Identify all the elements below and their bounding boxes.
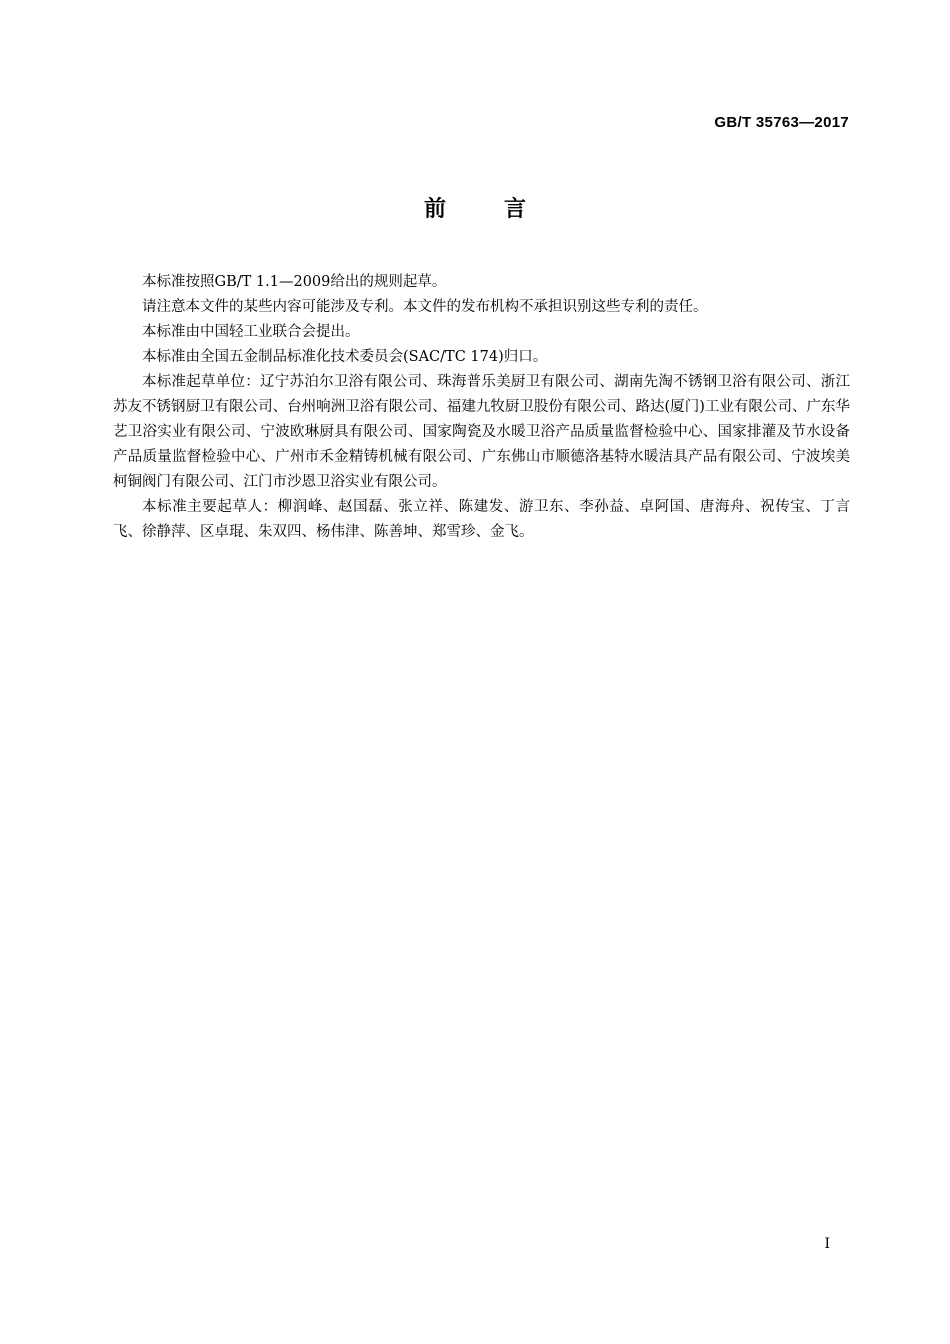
page-number: I <box>824 1236 830 1252</box>
paragraph-patent-notice: 请注意本文件的某些内容可能涉及专利。本文件的发布机构不承担识别这些专利的责任。 <box>142 299 708 315</box>
paragraph-drafting-rules: 本标准按照GB/T 1.1—2009给出的规则起草。 <box>142 274 447 290</box>
standard-code: GB/T 35763—2017 <box>714 114 849 131</box>
foreword-body <box>113 270 850 545</box>
paragraph-committee: 本标准由全国五金制品标准化技术委员会(SAC/TC 174)归口。 <box>142 349 548 365</box>
paragraph-main-drafters: 本标准主要起草人：柳润峰、赵国磊、张立祥、陈建发、游卫东、李孙益、卓阿国、唐海舟、祝传宝、丁言飞、徐静萍、区卓琨、朱双四、杨伟津、陈善坤、郑雪珍、金飞。 <box>113 499 850 540</box>
paragraph-proposer: 本标准由中国轻工业联合会提出。 <box>142 324 360 340</box>
page-title: 前言 <box>423 197 584 222</box>
paragraph-drafting-units: 本标准起草单位：辽宁苏泊尔卫浴有限公司、珠海普乐美厨卫有限公司、湖南先淘不锈钢卫浴有限公司、浙江苏友不锈钢厨卫有限公司、台州响洲卫浴有限公司、福建九牧厨卫股份有限公司、路达(厦门)工业有限公司、广东华艺卫浴实业有限公司、宁波欧琳厨具有限公司、国家陶瓷及水暖卫浴产品质量监督检验中心、国家排灌及节水设备产品质量监督检验中心、广州市禾金精铸机械有限公司、广东佛山市顺德洛基特水暖洁具产品有限公司、宁波埃美柯铜阀门有限公司、江门市沙恩卫浴实业有限公司。 <box>113 374 850 490</box>
